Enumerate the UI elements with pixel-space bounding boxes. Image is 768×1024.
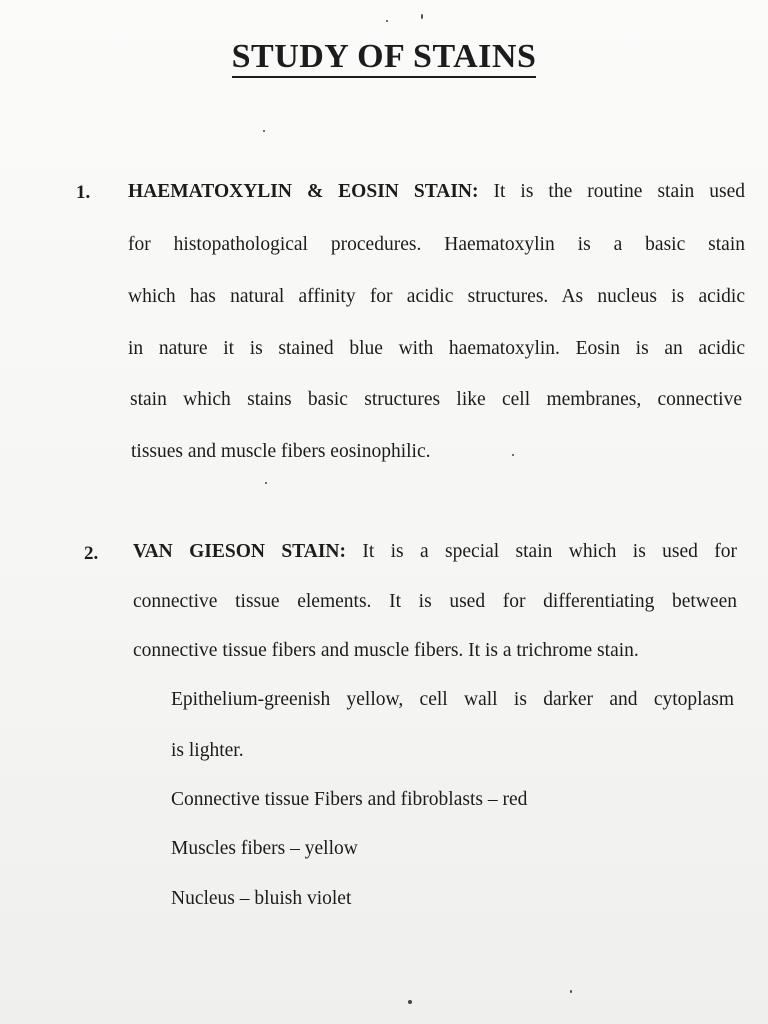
section-2-first-line — [133, 541, 737, 563]
section-2-item-1: is lighter. — [171, 740, 244, 761]
section-1-line-0: It is the routine stain used — [493, 181, 746, 202]
scan-speck — [265, 482, 267, 484]
page-title-text: STUDY OF STAINS — [232, 38, 537, 78]
scan-speck — [263, 130, 265, 132]
section-2-line-0: It is a special stain which is used for — [362, 541, 737, 562]
section-2-item-2: Connective tissue Fibers and fibroblasts – red — [171, 789, 528, 810]
section-1-line-1: for histopathological procedures. Haematoxylin is a basic stain — [128, 234, 745, 255]
section-1-first-line — [128, 181, 745, 203]
scan-speck — [386, 20, 388, 22]
section-2-item-0: Epithelium-greenish yellow, cell wall is darker and cytoplasm — [171, 689, 734, 710]
scan-speck — [512, 454, 514, 456]
section-1-line-4: stain which stains basic structures like cell membranes, connective — [130, 389, 742, 410]
section-2-heading: VAN GIESON STAIN: — [133, 541, 346, 562]
scan-speck — [408, 1000, 412, 1004]
section-1-line-2: which has natural affinity for acidic structures. As nucleus is acidic — [128, 286, 745, 307]
section-2-number: 2. — [84, 543, 99, 564]
page-title — [0, 38, 768, 76]
section-2-item-4: Nucleus – bluish violet — [171, 888, 352, 909]
section-1-line-3: in nature it is stained blue with haematoxylin. Eosin is an acidic — [128, 338, 745, 359]
section-2-line-1: connective tissue elements. It is used for differentiating between — [133, 591, 737, 612]
section-1-line-5: tissues and muscle fibers eosinophilic. — [131, 441, 431, 462]
section-2-item-3: Muscles fibers – yellow — [171, 838, 358, 859]
scan-speck — [421, 14, 423, 19]
scan-speck — [570, 990, 572, 993]
section-1-number: 1. — [76, 182, 91, 203]
section-1-heading: HAEMATOXYLIN & EOSIN STAIN: — [128, 181, 479, 202]
section-2-line-2: connective tissue fibers and muscle fibers. It is a trichrome stain. — [133, 640, 639, 661]
